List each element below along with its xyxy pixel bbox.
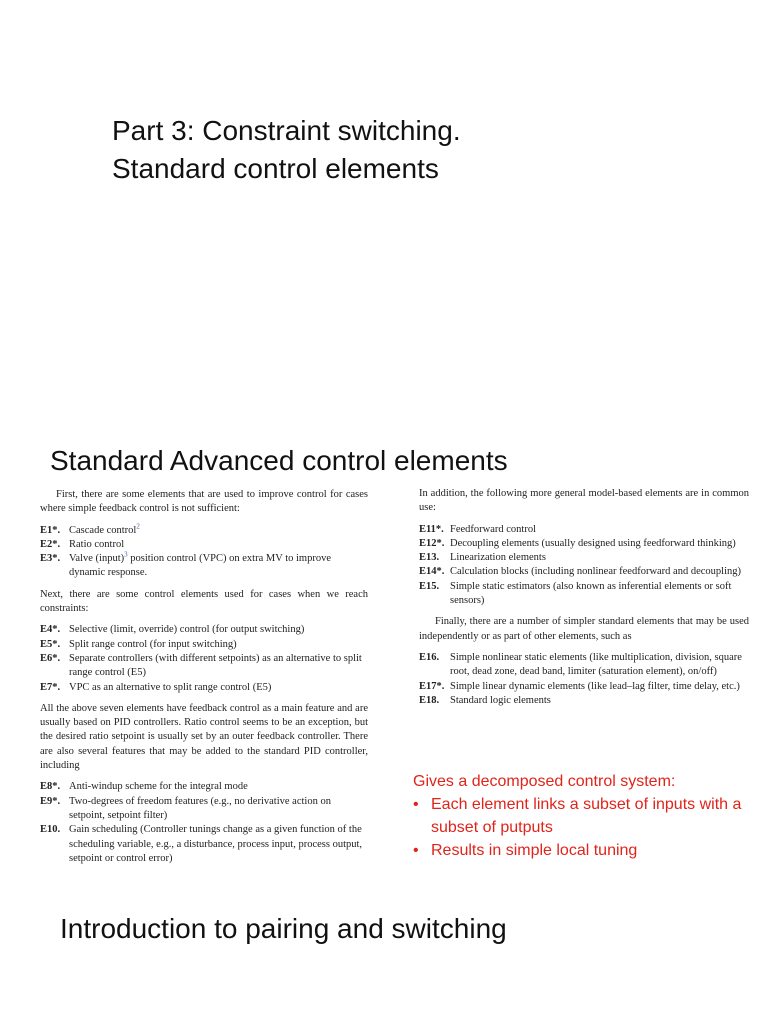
item-code: E18.: [419, 694, 440, 706]
list-item-e17: [419, 680, 749, 694]
item-text-continued: position control (VPC) on extra MV to improve dynamic response.: [69, 553, 331, 579]
list-item-e12: [419, 537, 749, 551]
list-item-e1: [40, 524, 368, 538]
callout-bullet-list: [413, 793, 763, 862]
list-item-e10: [40, 823, 368, 866]
item-text: Simple linear dynamic elements (like lead–lag filter, time delay, etc.): [450, 680, 740, 692]
item-code: E7*.: [40, 681, 61, 693]
item-code: E17*.: [419, 680, 445, 692]
item-code: E6*.: [40, 652, 61, 664]
item-text: Valve (input): [69, 553, 125, 565]
callout-heading: Gives a decomposed control system:: [413, 773, 676, 790]
list-item-e4: [40, 623, 368, 637]
list-item-e13: [419, 551, 749, 565]
item-code: E14*.: [419, 566, 445, 578]
list-item-e8: [40, 780, 368, 794]
list-item-e7: [40, 681, 368, 695]
item-code: E12*.: [419, 537, 445, 549]
list-item-e9: [40, 795, 368, 824]
item-code: E2*.: [40, 538, 61, 550]
item-text: Standard logic elements: [450, 694, 551, 706]
item-code: E11*.: [419, 523, 444, 535]
footnote-marker: 3: [124, 550, 128, 559]
left-text-column: [40, 488, 368, 866]
item-code: E5*.: [40, 638, 61, 650]
item-text: Decoupling elements (usually designed using feedforward thinking): [450, 537, 736, 549]
list-item-e15: [419, 580, 749, 609]
item-text: Separate controllers (with different setpoints) as an alternative to split range control (E5): [69, 652, 362, 679]
footnote-marker: 2: [136, 522, 140, 531]
item-code: E9*.: [40, 795, 61, 807]
list-item-e18: [419, 694, 749, 708]
item-text: Selective (limit, override) control (for output switching): [69, 624, 305, 636]
item-text: Cascade control: [69, 524, 137, 536]
callout-bullet-item: [413, 793, 763, 839]
bullet-icon: •: [413, 796, 419, 813]
right-text-column: [419, 487, 749, 708]
list-item-e5: [40, 638, 368, 652]
item-text: Simple nonlinear static elements (like multiplication, division, square root, dead zone, dead band, limiter (saturation element), on/off): [450, 651, 742, 678]
item-text: Feedforward control: [450, 523, 537, 535]
list-item-e2: [40, 538, 368, 552]
slide-title-line-1: Part 3: Constraint switching.: [112, 115, 461, 146]
item-code: E1*.: [40, 524, 61, 536]
item-code: E3*.: [40, 553, 61, 565]
list-item-e3: [40, 552, 368, 581]
item-code: E16.: [419, 651, 440, 663]
pairing-switching-heading: Introduction to pairing and switching: [60, 913, 507, 944]
callout-bullet-text: Results in simple local tuning: [431, 842, 638, 859]
item-text: Split range control (for input switching): [69, 638, 237, 650]
left-intro-paragraph: First, there are some elements that are used to improve control for cases where simple feedback control is not sufficient:: [40, 489, 368, 515]
item-text: Ratio control: [69, 538, 125, 550]
right-finally-paragraph: Finally, there are a number of simpler standard elements that may be used independently or as part of other elements, such as: [419, 616, 749, 642]
callout-bullet-text: Each element links a subset of inputs with a subset of putputs: [431, 796, 742, 836]
advanced-elements-heading: Standard Advanced control elements: [50, 445, 508, 476]
item-text: Simple static estimators (also known as inferential elements or soft sensors): [450, 580, 732, 607]
list-item-e16: [419, 651, 749, 680]
item-text: Linearization elements: [450, 552, 546, 564]
decomposition-callout: [413, 770, 763, 862]
item-code: E10.: [40, 824, 61, 836]
item-code: E4*.: [40, 624, 61, 636]
slide-title-line-2: Standard control elements: [112, 153, 439, 184]
callout-bullet-item: [413, 839, 763, 862]
list-item-e14: [419, 565, 749, 579]
item-code: E8*.: [40, 781, 61, 793]
item-text: Gain scheduling (Controller tunings change as a given function of the scheduling variable, e.g., a disturbance, process input, process output, setpoint or control error): [69, 824, 363, 864]
item-text: VPC as an alternative to split range control (E5): [69, 681, 272, 693]
item-text: Anti-windup scheme for the integral mode: [69, 781, 248, 793]
item-text: Two-degrees of freedom features (e.g., no derivative action on setpoint, setpoint filter): [69, 795, 331, 821]
list-item-e6: [40, 652, 368, 681]
item-code: E15.: [419, 580, 440, 592]
item-code: E13.: [419, 552, 440, 564]
slide-title: [112, 112, 461, 188]
left-feedback-paragraph: All the above seven elements have feedback control as a main feature and are usually based on PID controllers. Ratio control seems to be an exception, but the desired ratio setpoint is usually set by an outer feedback controller. There are also several features that may be added to the standard PID controller, including: [40, 702, 368, 772]
right-intro-paragraph: In addition, the following more general model-based elements are in common use:: [419, 488, 749, 514]
list-item-e11: [419, 523, 749, 537]
item-text: Calculation blocks (including nonlinear feedforward and decoupling): [450, 566, 741, 578]
left-next-paragraph: Next, there are some control elements used for cases when we reach constraints:: [40, 588, 368, 615]
bullet-icon: •: [413, 842, 419, 859]
